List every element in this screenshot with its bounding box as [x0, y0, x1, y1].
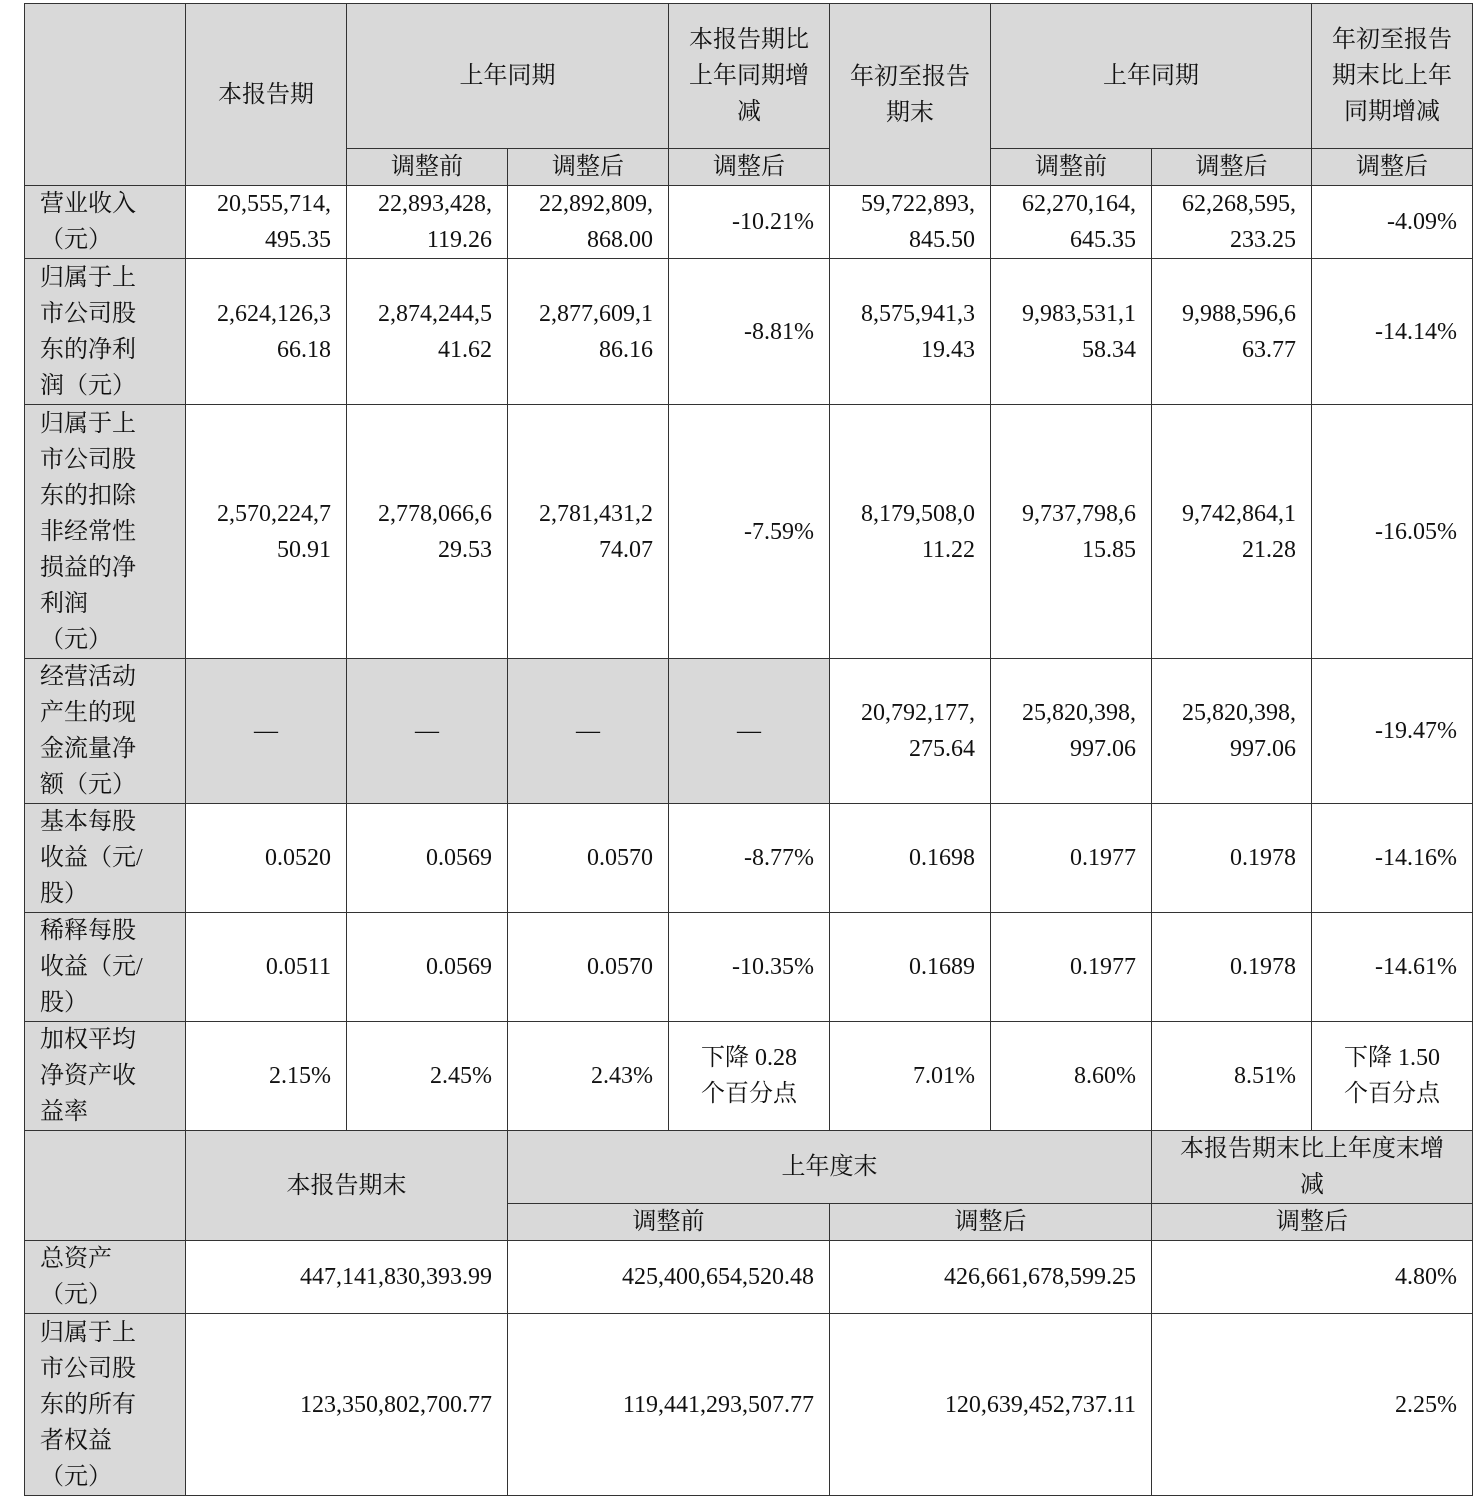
- header-prior-same-period: 上年同期: [347, 4, 669, 149]
- table-cell: 0.0511: [186, 913, 347, 1022]
- table-cell: 2,778,066,6 29.53: [347, 405, 508, 659]
- table-row-equity: [25, 1314, 1473, 1496]
- table-cell: 9,742,864,1 21.28: [1152, 405, 1312, 659]
- table-cell: 2,874,244,5 41.62: [347, 259, 508, 405]
- table-cell: 120,639,452,737.11: [830, 1314, 1152, 1496]
- header-ytd-change: 年初至报告期末比上年同期增减: [1312, 4, 1473, 149]
- subheader-after: 调整后: [508, 149, 669, 186]
- header-corner-cell: [25, 4, 186, 186]
- row-label: 经营活动 产生的现 金流量净 额（元）: [25, 659, 186, 804]
- subheader-ytd-after: 调整后: [1152, 149, 1312, 186]
- header-row: [25, 4, 1473, 149]
- table-cell: 9,983,531,1 58.34: [991, 259, 1152, 405]
- table-row-operating-cash-flow: [25, 659, 1473, 804]
- table-cell: -16.05%: [1312, 405, 1473, 659]
- table-cell: -10.35%: [669, 913, 830, 1022]
- row-label: 归属于上 市公司股 东的所有 者权益 （元）: [25, 1314, 186, 1496]
- table-cell: 7.01%: [830, 1022, 991, 1131]
- subheader-before: 调整前: [347, 149, 508, 186]
- subheader-ytd-before: 调整前: [991, 149, 1152, 186]
- table-cell: 0.1977: [991, 913, 1152, 1022]
- table-cell: 2.25%: [1152, 1314, 1473, 1496]
- table-cell: 0.1977: [991, 804, 1152, 913]
- table-cell: -10.21%: [669, 186, 830, 259]
- table-cell: -4.09%: [1312, 186, 1473, 259]
- table-cell: 59,722,893, 845.50: [830, 186, 991, 259]
- table-cell: -7.59%: [669, 405, 830, 659]
- row-label: 加权平均 净资产收 益率: [25, 1022, 186, 1131]
- table-cell: 20,555,714, 495.35: [186, 186, 347, 259]
- table-cell: 9,737,798,6 15.85: [991, 405, 1152, 659]
- table-row-net-profit: [25, 259, 1473, 405]
- table-cell: 8.60%: [991, 1022, 1152, 1131]
- table-cell: 2.45%: [347, 1022, 508, 1131]
- table-cell-empty: —: [669, 659, 830, 804]
- table-cell: 123,350,802,700.77: [186, 1314, 508, 1496]
- table-cell: 0.1978: [1152, 804, 1312, 913]
- table-cell: 25,820,398, 997.06: [991, 659, 1152, 804]
- table-cell: 0.1978: [1152, 913, 1312, 1022]
- header-prior-year-end: 上年度末: [508, 1131, 1152, 1204]
- table-cell: 2,781,431,2 74.07: [508, 405, 669, 659]
- table-cell: 447,141,830,393.99: [186, 1241, 508, 1314]
- table-cell: 62,268,595, 233.25: [1152, 186, 1312, 259]
- table-cell: 0.1689: [830, 913, 991, 1022]
- table-cell-empty: —: [347, 659, 508, 804]
- table-cell: 62,270,164, 645.35: [991, 186, 1152, 259]
- bottom-header-corner-cell: [25, 1131, 186, 1241]
- table-cell: 425,400,654,520.48: [508, 1241, 830, 1314]
- table-cell: 22,893,428, 119.26: [347, 186, 508, 259]
- subheader-after: 调整后: [830, 1204, 1152, 1241]
- header-ytd: 年初至报告期末: [830, 4, 991, 186]
- row-label: 归属于上 市公司股 东的净利 润（元）: [25, 259, 186, 405]
- table-cell: 0.1698: [830, 804, 991, 913]
- table-row-total-assets: [25, 1241, 1473, 1314]
- table-cell: -8.77%: [669, 804, 830, 913]
- row-label: 归属于上 市公司股 东的扣除 非经常性 损益的净 利润 （元）: [25, 405, 186, 659]
- table-cell: 2,877,609,1 86.16: [508, 259, 669, 405]
- table-cell: 25,820,398, 997.06: [1152, 659, 1312, 804]
- table-cell-empty: —: [508, 659, 669, 804]
- table-cell: 2,624,126,3 66.18: [186, 259, 347, 405]
- table-cell: 下降 1.50 个百分点: [1312, 1022, 1473, 1131]
- table-cell: 8,575,941,3 19.43: [830, 259, 991, 405]
- table-row-weighted-roe: [25, 1022, 1473, 1131]
- table-cell: 22,892,809, 868.00: [508, 186, 669, 259]
- subheader-ytd-change-after: 调整后: [1312, 149, 1473, 186]
- header-current-period: 本报告期: [186, 4, 347, 186]
- table-cell: 2.15%: [186, 1022, 347, 1131]
- table-cell: 426,661,678,599.25: [830, 1241, 1152, 1314]
- table-cell: 4.80%: [1152, 1241, 1473, 1314]
- table-cell: -8.81%: [669, 259, 830, 405]
- table-cell: 8.51%: [1152, 1022, 1312, 1131]
- table-cell: 119,441,293,507.77: [508, 1314, 830, 1496]
- table-cell: 0.0569: [347, 804, 508, 913]
- table-cell: 8,179,508,0 11.22: [830, 405, 991, 659]
- table-cell: -14.61%: [1312, 913, 1473, 1022]
- subheader-change-after: 调整后: [669, 149, 830, 186]
- financial-data-table: [24, 3, 1473, 1496]
- table-cell: -14.16%: [1312, 804, 1473, 913]
- table-row-basic-eps: [25, 804, 1473, 913]
- row-label: 基本每股 收益（元/ 股）: [25, 804, 186, 913]
- header-prior-same-period-ytd: 上年同期: [991, 4, 1312, 149]
- row-label: 稀释每股 收益（元/ 股）: [25, 913, 186, 1022]
- table-cell: 0.0570: [508, 913, 669, 1022]
- table-cell: -14.14%: [1312, 259, 1473, 405]
- table-cell: 20,792,177, 275.64: [830, 659, 991, 804]
- table-cell: 0.0569: [347, 913, 508, 1022]
- table-cell: -19.47%: [1312, 659, 1473, 804]
- table-cell: 0.0520: [186, 804, 347, 913]
- header-change-vs-year-end: 本报告期末比上年度末增减: [1152, 1131, 1473, 1204]
- table-cell: 2.43%: [508, 1022, 669, 1131]
- row-label: 营业收入 （元）: [25, 186, 186, 259]
- header-period-end: 本报告期末: [186, 1131, 508, 1241]
- row-label: 总资产 （元）: [25, 1241, 186, 1314]
- table-cell: 0.0570: [508, 804, 669, 913]
- subheader-change-after: 调整后: [1152, 1204, 1473, 1241]
- table-cell: 下降 0.28 个百分点: [669, 1022, 830, 1131]
- table-row-diluted-eps: [25, 913, 1473, 1022]
- table-row-revenue: [25, 186, 1473, 259]
- table-row-net-profit-deducted: [25, 405, 1473, 659]
- header-change-vs-prior: 本报告期比上年同期增减: [669, 4, 830, 149]
- subheader-before: 调整前: [508, 1204, 830, 1241]
- table-cell: 9,988,596,6 63.77: [1152, 259, 1312, 405]
- bottom-header-row: [25, 1131, 1473, 1204]
- table-cell: 2,570,224,7 50.91: [186, 405, 347, 659]
- table-cell-empty: —: [186, 659, 347, 804]
